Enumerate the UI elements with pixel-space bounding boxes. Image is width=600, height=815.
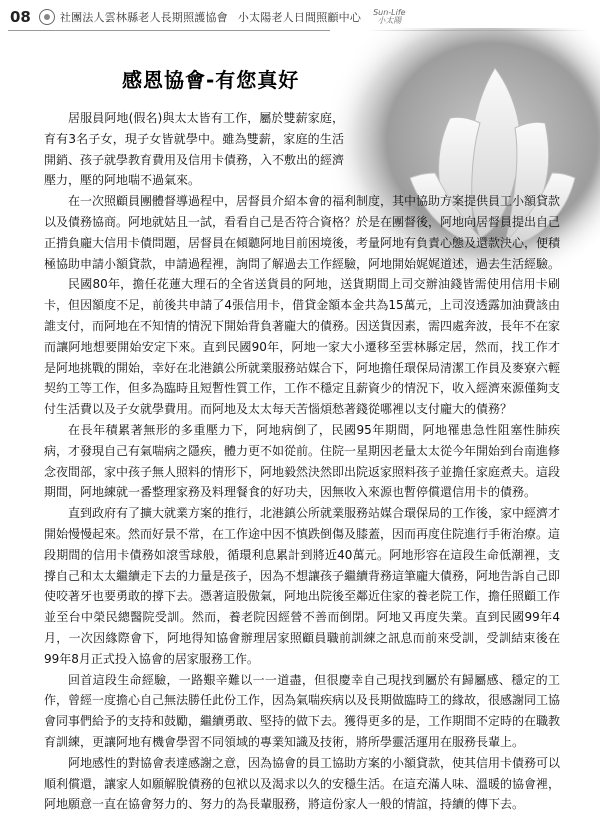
- paragraph: 阿地感性的對協會表達感謝之意，因為協會的員工協助方案的小額貸款，使其信用卡債務可以順利償還，讓家人如願解脫債務的包袱以及渴求以久的安穩生活。在這充滿人味、溫暖的協會裡，阿地願意一直在協會努力的、努力的為長輩服務，將這份家人一般的情誼，持續的傳下去。: [44, 755, 561, 812]
- center-logo-text: Sun-Life: [373, 8, 406, 17]
- page-header: [10, 6, 595, 28]
- paragraph: 在一次照顧員團體督導過程中，居督員介紹本會的福利制度，其中協助方案提供員工小額貸款以及債務協商。阿地就姑且一試，看看自己是否符合資格？於是在團督後，阿地向居督員提出自己正揹負龐大信用卡債問題，居督員在傾聽阿地目前困境後，考量阿地有負責心態及還款決心，便積極協助申請小額貸款，申請過程裡，詢問了解過去工作經驗，阿地開始娓娓道述，過去生活經驗。: [44, 194, 561, 271]
- article-body: [44, 108, 560, 815]
- center-logo: [373, 9, 406, 25]
- paragraph: 民國80年，擔任花蓮大理石的全省送貨員的阿地，送貨期間上司交辦油錢皆需使用信用卡刷卡，但因額度不足，前後共申請了4張信用卡，借貸金額本金共為15萬元，上司沒透露加油費該由誰支付，而阿地在不知情的情況下開始背負著龐大的債務。因送貨因素，需四處奔波，長年不在家而讓阿地想要開始安定下來。直到民國90年，阿地一家大小遷移至雲林縣定居，然而，找工作才是阿地挑戰的開始，幸好在北港鎮公所就業服務站媒合下，阿地擔任環保局清潔工作員及麥寮六輕契約工等工作，但多為臨時且短暫性質工作，工作不穩定且薪資少的情況下，收入經濟來源僅夠支付生活費以及子女就學費用。而阿地及太太每天苦惱煩愁著錢從哪裡以支付龐大的債務？: [44, 277, 561, 417]
- paragraph: 居服員阿地(假名)與太太皆有工作，屬於雙薪家庭，育有3名子女，現子女皆就學中。雖為雙薪，家庭的生活開銷、孩子就學教育費用及信用卡債務，入不敷出的經濟壓力，壓的阿地喘不過氣來。: [44, 111, 345, 188]
- center-logo-sub: 小太陽: [377, 16, 402, 25]
- center-name: 小太陽老人日間照顧中心: [237, 11, 362, 24]
- paragraph: 直到政府有了擴大就業方案的推行，北港鎮公所就業服務站媒合環保局的工作後，家中經濟才開始慢慢起來。然而好景不常，在工作途中因不慎跌倒傷及膝蓋，因而再度住院進行手術治療。這段期間的信用卡債務如滾雪球般，循環利息累計到將近40萬元。阿地形容在這段生命低潮裡，支撐自己和太太繼續走下去的力量是孩子，因為不想讓孩子繼續背務這筆龐大債務，阿地告訴自己即使咬著牙也要勇敢的撐下去。憑著這股傲氣，阿地出院後至鄰近住家的養老院工作，擔任照顧工作並至台中榮民總醫院受訓。然而，養老院因經營不善而倒閉。阿地又再度失業。直到民國99年4月，一次因緣際會下，阿地得知協會辦理居家照顧員職前訓練之訊息而前來受訓，受訓結束後在99年8月正式投入協會的居家服務工作。: [44, 506, 561, 666]
- organization-name: 社團法人雲林縣老人長期照護協會: [59, 11, 228, 24]
- organization-logo-icon: [39, 9, 55, 25]
- article-title: 感恩協會-有您真好: [122, 68, 300, 92]
- paragraph: 在長年積累著無形的多重壓力下，阿地病倒了，民國95年期間，阿地罹患急性阻塞性肺疾病，才發現自己有氣喘病之隱疾，體力更不如從前。住院一星期因老量太太從今年開始到台南進修念夜間部，家中孩子無人照料的情形下，阿地毅然決然即出院返家照料孩子並擔任家庭煮夫。這段期間，阿地練就一番整理家務及料理餐食的好功夫，因無收入來源也暫停償還信用卡的債務。: [44, 422, 561, 500]
- paragraph: 回首這段生命經驗，一路艱辛難以一一道盡，但很慶幸自己現找到屬於有歸屬感、穩定的工作，曾經一度擔心自己無法勝任此份工作，因為氣喘疾病以及長期做臨時工的緣故，很感謝同工協會同事們給予的支持和鼓勵，繼續勇敢、堅持的做下去。獲得更多的是，工作期間不定時的在職教育訓練，更讓阿地有機會學習不同領域的專業知識及技術，將所學靈活運用在服務長輩上。: [44, 672, 561, 749]
- page-number: 08: [10, 8, 31, 26]
